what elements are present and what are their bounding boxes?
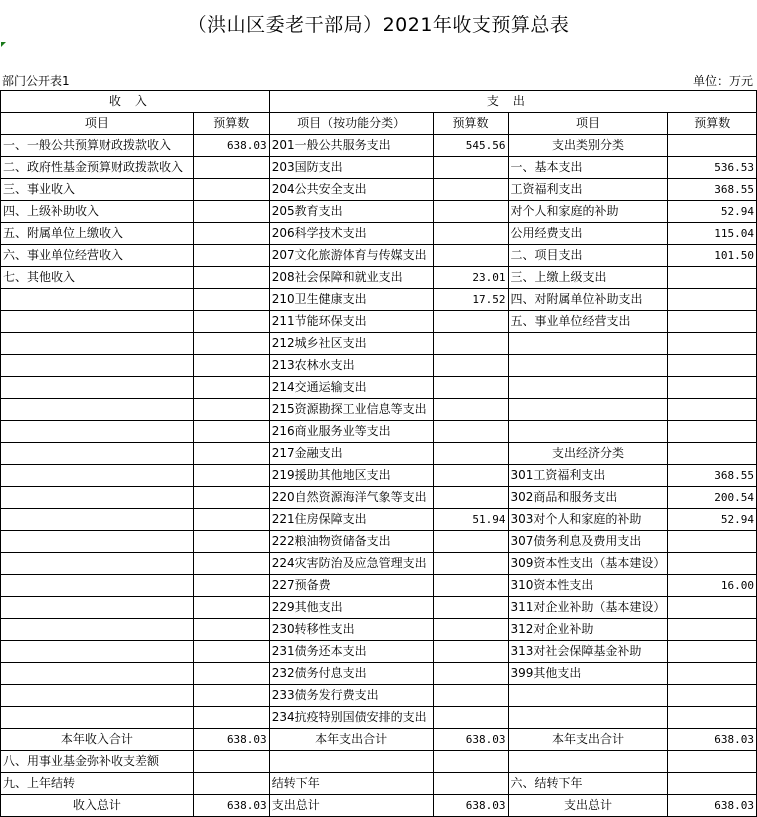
category-item-cell bbox=[508, 377, 668, 399]
unit-label: 单位：万元 bbox=[692, 74, 753, 88]
table-row bbox=[1, 751, 757, 773]
table-row bbox=[1, 707, 757, 729]
function-amount-cell bbox=[433, 223, 508, 245]
income-item-cell: 四、上级补助收入 bbox=[1, 201, 194, 223]
function-amount-cell bbox=[433, 597, 508, 619]
function-item-cell: 232债务付息支出 bbox=[269, 663, 433, 685]
income-item-cell: 六、事业单位经营收入 bbox=[1, 245, 194, 267]
category-item-cell: 309资本性支出（基本建设） bbox=[508, 553, 668, 575]
category-amount-cell bbox=[668, 399, 757, 421]
table-row bbox=[1, 333, 757, 355]
function-amount-cell: 51.94 bbox=[433, 509, 508, 531]
function-item-cell: 229其他支出 bbox=[269, 597, 433, 619]
table-row bbox=[1, 443, 757, 465]
income-amount-cell bbox=[193, 487, 269, 509]
category-item-cell bbox=[508, 333, 668, 355]
income-amount-cell bbox=[193, 663, 269, 685]
function-item-cell: 210卫生健康支出 bbox=[269, 289, 433, 311]
function-item-cell: 234抗疫特别国债安排的支出 bbox=[269, 707, 433, 729]
category-item-cell: 310资本性支出 bbox=[508, 575, 668, 597]
income-amount-cell bbox=[193, 399, 269, 421]
category-item-cell: 311对企业补助（基本建设） bbox=[508, 597, 668, 619]
income-amount-cell bbox=[193, 597, 269, 619]
function-item-cell: 203国防支出 bbox=[269, 157, 433, 179]
income-item-cell bbox=[1, 509, 194, 531]
category-item-cell: 307债务利息及费用支出 bbox=[508, 531, 668, 553]
function-item-cell: 213农林水支出 bbox=[269, 355, 433, 377]
income-amount-cell bbox=[193, 553, 269, 575]
income-amount-cell bbox=[193, 355, 269, 377]
function-item-cell: 221住房保障支出 bbox=[269, 509, 433, 531]
table-row bbox=[1, 597, 757, 619]
table-row bbox=[1, 773, 757, 795]
function-amount-cell bbox=[433, 333, 508, 355]
category-item-cell: 三、上缴上级支出 bbox=[508, 267, 668, 289]
income-item-cell bbox=[1, 443, 194, 465]
table-row bbox=[1, 487, 757, 509]
income-amount-cell bbox=[193, 157, 269, 179]
function-amount-cell bbox=[433, 553, 508, 575]
function-item-cell: 206科学技术支出 bbox=[269, 223, 433, 245]
function-item-cell: 220自然资源海洋气象等支出 bbox=[269, 487, 433, 509]
table-row bbox=[1, 135, 757, 157]
income-amount-cell bbox=[193, 773, 269, 795]
function-item-cell: 支出总计 bbox=[269, 795, 433, 817]
income-item-cell bbox=[1, 597, 194, 619]
function-item-cell bbox=[269, 751, 433, 773]
income-item-cell bbox=[1, 685, 194, 707]
table-row bbox=[1, 795, 757, 817]
function-item-cell: 231债务还本支出 bbox=[269, 641, 433, 663]
income-amount-cell bbox=[193, 751, 269, 773]
income-amount-cell bbox=[193, 377, 269, 399]
income-item-cell bbox=[1, 333, 194, 355]
function-item-cell: 222粮油物资储备支出 bbox=[269, 531, 433, 553]
income-item-cell: 收入总计 bbox=[1, 795, 194, 817]
category-amount-cell bbox=[668, 311, 757, 333]
function-item-cell: 207文化旅游体育与传媒支出 bbox=[269, 245, 433, 267]
category-budget-header: 预算数 bbox=[668, 113, 757, 135]
category-item-cell: 303对个人和家庭的补助 bbox=[508, 509, 668, 531]
function-amount-cell: 23.01 bbox=[433, 267, 508, 289]
category-item-cell: 399其他支出 bbox=[508, 663, 668, 685]
category-item-cell: 312对企业补助 bbox=[508, 619, 668, 641]
income-amount-cell bbox=[193, 575, 269, 597]
function-amount-cell bbox=[433, 355, 508, 377]
category-amount-cell bbox=[668, 289, 757, 311]
income-item-cell bbox=[1, 399, 194, 421]
income-item-cell: 本年收入合计 bbox=[1, 729, 194, 751]
category-item-cell: 一、基本支出 bbox=[508, 157, 668, 179]
category-amount-cell: 200.54 bbox=[668, 487, 757, 509]
income-item-cell: 九、上年结转 bbox=[1, 773, 194, 795]
function-amount-cell bbox=[433, 465, 508, 487]
category-item-cell bbox=[508, 399, 668, 421]
category-item-cell: 公用经费支出 bbox=[508, 223, 668, 245]
income-item-cell bbox=[1, 311, 194, 333]
table-row bbox=[1, 245, 757, 267]
function-item-cell: 224灾害防治及应急管理支出 bbox=[269, 553, 433, 575]
income-amount-cell bbox=[193, 707, 269, 729]
income-item-cell bbox=[1, 377, 194, 399]
category-amount-cell bbox=[668, 619, 757, 641]
income-item-cell: 二、政府性基金预算财政拨款收入 bbox=[1, 157, 194, 179]
page-title: （洪山区委老干部局）2021年收支预算总表 bbox=[187, 14, 570, 36]
category-amount-cell bbox=[668, 773, 757, 795]
function-amount-cell: 638.03 bbox=[433, 795, 508, 817]
table-row bbox=[1, 531, 757, 553]
category-item-cell: 302商品和服务支出 bbox=[508, 487, 668, 509]
income-amount-cell bbox=[193, 685, 269, 707]
table-row bbox=[1, 157, 757, 179]
category-amount-cell bbox=[668, 377, 757, 399]
category-item-cell: 对个人和家庭的补助 bbox=[508, 201, 668, 223]
category-amount-cell bbox=[668, 443, 757, 465]
category-amount-cell bbox=[668, 135, 757, 157]
table-row bbox=[1, 399, 757, 421]
category-item-cell bbox=[508, 685, 668, 707]
function-amount-cell bbox=[433, 201, 508, 223]
category-amount-cell bbox=[668, 267, 757, 289]
function-amount-cell bbox=[433, 311, 508, 333]
function-amount-cell bbox=[433, 377, 508, 399]
income-item-cell: 七、其他收入 bbox=[1, 267, 194, 289]
function-item-header: 项目（按功能分类） bbox=[269, 113, 433, 135]
income-amount-cell: 638.03 bbox=[193, 795, 269, 817]
function-item-cell: 212城乡社区支出 bbox=[269, 333, 433, 355]
category-item-cell: 五、事业单位经营支出 bbox=[508, 311, 668, 333]
table-row bbox=[1, 355, 757, 377]
table-row bbox=[1, 553, 757, 575]
income-item-cell bbox=[1, 289, 194, 311]
table-row bbox=[1, 311, 757, 333]
income-amount-cell bbox=[193, 619, 269, 641]
category-item-cell bbox=[508, 421, 668, 443]
function-amount-cell: 638.03 bbox=[433, 729, 508, 751]
income-item-cell bbox=[1, 531, 194, 553]
function-item-cell: 219援助其他地区支出 bbox=[269, 465, 433, 487]
function-amount-cell bbox=[433, 487, 508, 509]
income-item-cell bbox=[1, 487, 194, 509]
category-item-cell: 二、项目支出 bbox=[508, 245, 668, 267]
function-item-cell: 208社会保障和就业支出 bbox=[269, 267, 433, 289]
category-amount-cell: 52.94 bbox=[668, 201, 757, 223]
category-amount-cell bbox=[668, 641, 757, 663]
function-item-cell: 215资源勘探工业信息等支出 bbox=[269, 399, 433, 421]
table-row bbox=[1, 619, 757, 641]
category-amount-cell: 368.55 bbox=[668, 179, 757, 201]
income-item-cell bbox=[1, 355, 194, 377]
category-amount-cell: 638.03 bbox=[668, 795, 757, 817]
income-amount-cell bbox=[193, 289, 269, 311]
income-amount-cell bbox=[193, 509, 269, 531]
function-item-cell: 211节能环保支出 bbox=[269, 311, 433, 333]
income-item-cell bbox=[1, 663, 194, 685]
income-amount-cell bbox=[193, 333, 269, 355]
category-amount-cell: 536.53 bbox=[668, 157, 757, 179]
income-item-cell bbox=[1, 707, 194, 729]
function-amount-cell bbox=[433, 707, 508, 729]
category-item-header: 项目 bbox=[508, 113, 668, 135]
function-amount-cell bbox=[433, 443, 508, 465]
function-amount-cell bbox=[433, 157, 508, 179]
table-row bbox=[1, 663, 757, 685]
function-amount-cell bbox=[433, 575, 508, 597]
income-amount-cell: 638.03 bbox=[193, 135, 269, 157]
table-id: 部门公开表1 bbox=[2, 74, 70, 88]
income-amount-cell bbox=[193, 641, 269, 663]
category-item-cell: 301工资福利支出 bbox=[508, 465, 668, 487]
table-row bbox=[1, 641, 757, 663]
income-item-cell bbox=[1, 619, 194, 641]
function-amount-cell bbox=[433, 245, 508, 267]
function-item-cell: 233债务发行费支出 bbox=[269, 685, 433, 707]
category-amount-cell bbox=[668, 531, 757, 553]
category-amount-cell: 16.00 bbox=[668, 575, 757, 597]
function-amount-cell bbox=[433, 531, 508, 553]
category-amount-cell bbox=[668, 663, 757, 685]
category-amount-cell: 368.55 bbox=[668, 465, 757, 487]
income-amount-cell bbox=[193, 311, 269, 333]
table-row bbox=[1, 201, 757, 223]
category-item-cell bbox=[508, 707, 668, 729]
income-section-header: 收入 bbox=[1, 91, 270, 113]
category-item-cell: 六、结转下年 bbox=[508, 773, 668, 795]
category-amount-cell bbox=[668, 685, 757, 707]
function-amount-cell bbox=[433, 421, 508, 443]
category-item-cell: 支出经济分类 bbox=[508, 443, 668, 465]
income-item-cell bbox=[1, 421, 194, 443]
table-row bbox=[1, 509, 757, 531]
table-row bbox=[1, 179, 757, 201]
income-item-cell bbox=[1, 553, 194, 575]
function-item-cell: 227预备费 bbox=[269, 575, 433, 597]
income-amount-cell bbox=[193, 421, 269, 443]
table-row bbox=[1, 421, 757, 443]
income-item-header: 项目 bbox=[1, 113, 194, 135]
category-amount-cell bbox=[668, 707, 757, 729]
category-amount-cell bbox=[668, 421, 757, 443]
column-header-row bbox=[1, 113, 757, 135]
category-amount-cell: 115.04 bbox=[668, 223, 757, 245]
function-item-cell: 230转移性支出 bbox=[269, 619, 433, 641]
income-amount-cell bbox=[193, 179, 269, 201]
budget-table-body bbox=[1, 91, 757, 817]
section-header-row bbox=[1, 91, 757, 113]
function-item-cell: 216商业服务业等支出 bbox=[269, 421, 433, 443]
category-item-cell: 四、对附属单位补助支出 bbox=[508, 289, 668, 311]
function-budget-header: 预算数 bbox=[433, 113, 508, 135]
income-item-cell: 五、附属单位上缴收入 bbox=[1, 223, 194, 245]
function-item-cell: 结转下年 bbox=[269, 773, 433, 795]
category-amount-cell bbox=[668, 751, 757, 773]
category-amount-cell bbox=[668, 597, 757, 619]
table-row bbox=[1, 267, 757, 289]
income-budget-header: 预算数 bbox=[193, 113, 269, 135]
function-amount-cell bbox=[433, 685, 508, 707]
category-item-cell: 313对社会保障基金补助 bbox=[508, 641, 668, 663]
category-item-cell: 工资福利支出 bbox=[508, 179, 668, 201]
function-item-cell: 204公共安全支出 bbox=[269, 179, 433, 201]
table-row bbox=[1, 223, 757, 245]
function-item-cell: 本年支出合计 bbox=[269, 729, 433, 751]
category-amount-cell bbox=[668, 553, 757, 575]
category-amount-cell bbox=[668, 355, 757, 377]
category-item-cell: 支出总计 bbox=[508, 795, 668, 817]
function-item-cell: 201一般公共服务支出 bbox=[269, 135, 433, 157]
income-amount-cell: 638.03 bbox=[193, 729, 269, 751]
table-row bbox=[1, 729, 757, 751]
income-amount-cell bbox=[193, 443, 269, 465]
income-item-cell bbox=[1, 465, 194, 487]
income-amount-cell bbox=[193, 201, 269, 223]
function-amount-cell bbox=[433, 641, 508, 663]
income-item-cell: 三、事业收入 bbox=[1, 179, 194, 201]
function-amount-cell: 17.52 bbox=[433, 289, 508, 311]
table-row bbox=[1, 465, 757, 487]
category-amount-cell: 101.50 bbox=[668, 245, 757, 267]
function-amount-cell: 545.56 bbox=[433, 135, 508, 157]
function-amount-cell bbox=[433, 619, 508, 641]
table-row bbox=[1, 685, 757, 707]
income-amount-cell bbox=[193, 531, 269, 553]
income-amount-cell bbox=[193, 223, 269, 245]
income-item-cell bbox=[1, 575, 194, 597]
category-amount-cell bbox=[668, 333, 757, 355]
function-item-cell: 205教育支出 bbox=[269, 201, 433, 223]
category-item-cell: 支出类别分类 bbox=[508, 135, 668, 157]
income-amount-cell bbox=[193, 267, 269, 289]
table-row bbox=[1, 575, 757, 597]
table-row bbox=[1, 289, 757, 311]
budget-table bbox=[0, 90, 757, 817]
category-amount-cell: 52.94 bbox=[668, 509, 757, 531]
function-amount-cell bbox=[433, 179, 508, 201]
category-item-cell: 本年支出合计 bbox=[508, 729, 668, 751]
cell-comment-marker-icon bbox=[1, 42, 6, 47]
category-item-cell bbox=[508, 355, 668, 377]
category-amount-cell: 638.03 bbox=[668, 729, 757, 751]
income-amount-cell bbox=[193, 245, 269, 267]
income-amount-cell bbox=[193, 465, 269, 487]
income-item-cell bbox=[1, 641, 194, 663]
function-amount-cell bbox=[433, 663, 508, 685]
function-item-cell: 214交通运输支出 bbox=[269, 377, 433, 399]
category-item-cell bbox=[508, 751, 668, 773]
income-item-cell: 八、用事业基金弥补收支差额 bbox=[1, 751, 194, 773]
function-amount-cell bbox=[433, 751, 508, 773]
table-row bbox=[1, 377, 757, 399]
income-item-cell: 一、一般公共预算财政拨款收入 bbox=[1, 135, 194, 157]
function-item-cell: 217金融支出 bbox=[269, 443, 433, 465]
function-amount-cell bbox=[433, 399, 508, 421]
function-amount-cell bbox=[433, 773, 508, 795]
expense-section-header: 支出 bbox=[269, 91, 756, 113]
